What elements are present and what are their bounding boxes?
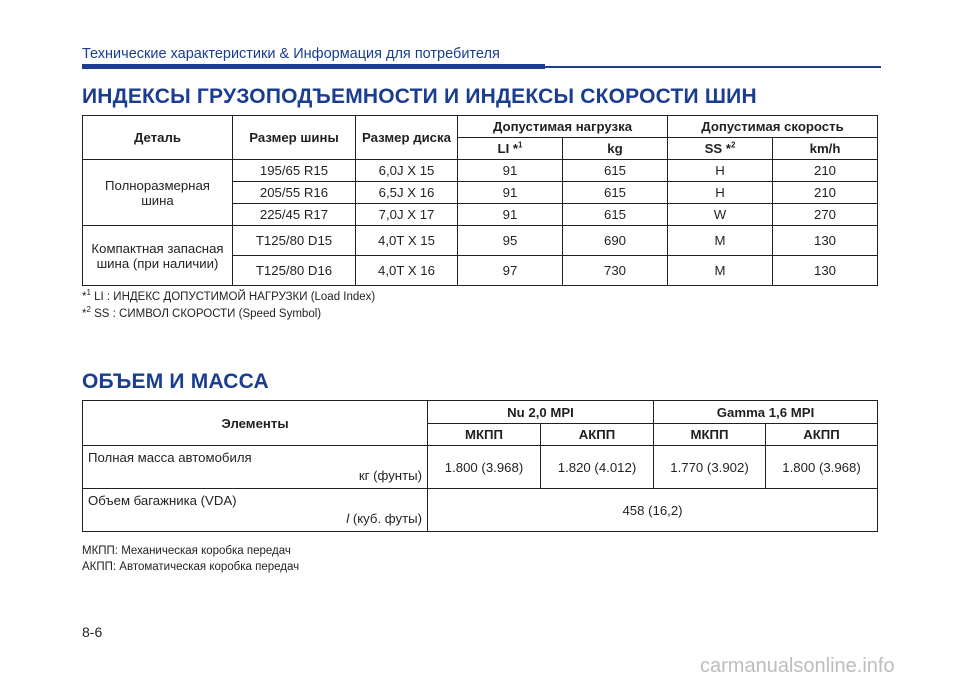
cell-kg: 690: [563, 226, 668, 256]
cell-disc: 7,0J X 17: [356, 204, 458, 226]
footnote-mt: МКПП: Механическая коробка передач: [82, 545, 291, 557]
cell-ss: H: [668, 160, 773, 182]
cell-kmh: 270: [773, 204, 878, 226]
running-header: Технические характеристики & Информация для потребителя: [82, 46, 500, 62]
cell-li: 97: [458, 256, 563, 286]
cell-kg: 730: [563, 256, 668, 286]
col-header-mt: МКПП: [654, 424, 766, 446]
cell-kg: 615: [563, 160, 668, 182]
col-header-at: АКПП: [541, 424, 654, 446]
cell-li: 91: [458, 160, 563, 182]
cell-disc: 6,0J X 15: [356, 160, 458, 182]
cell-kg: 615: [563, 204, 668, 226]
cell-kmh: 210: [773, 160, 878, 182]
page-number: 8-6: [82, 624, 103, 640]
cell-kmh: 210: [773, 182, 878, 204]
cell-ss: M: [668, 256, 773, 286]
cell-value: 1.820 (4.012): [541, 446, 654, 489]
col-header-mt: МКПП: [428, 424, 541, 446]
group-full-size-tire: Полноразмерная шина: [83, 160, 233, 226]
col-header-at: АКПП: [766, 424, 878, 446]
cell-tire: 225/45 R17: [233, 204, 356, 226]
col-header-elements: Элементы: [83, 401, 428, 446]
table-row: [83, 160, 878, 182]
col-header-engine-gamma: Gamma 1,6 MPI: [654, 401, 878, 424]
col-header-part: Деталь: [83, 116, 233, 160]
col-header-tire-size: Размер шины: [233, 116, 356, 160]
tire-index-table: [82, 115, 878, 286]
cell-kmh: 130: [773, 256, 878, 286]
footnote-at: АКПП: Автоматическая коробка передач: [82, 561, 300, 573]
cell-tire: 195/65 R15: [233, 160, 356, 182]
header-rule-thick: [82, 64, 545, 69]
col-header-engine-nu: Nu 2,0 MPI: [428, 401, 654, 424]
cell-disc: 4,0T X 15: [356, 226, 458, 256]
table-row: [83, 226, 878, 256]
section-title-volume-mass: ОБЪЕМ И МАССА: [82, 370, 269, 393]
cell-value: 1.800 (3.968): [766, 446, 878, 489]
volume-mass-table: [82, 400, 878, 532]
cell-ss: M: [668, 226, 773, 256]
cell-ss: H: [668, 182, 773, 204]
watermark: carmanualsonline.info: [700, 655, 895, 677]
col-header-li: LI *$^1$: [458, 138, 563, 160]
cell-tire: 205/55 R16: [233, 182, 356, 204]
table-header-row: [83, 116, 878, 138]
cell-kmh: 130: [773, 226, 878, 256]
col-header-load: Допустимая нагрузка: [458, 116, 668, 138]
col-header-kmh: km/h: [773, 138, 878, 160]
header-rule-thin: [545, 66, 881, 68]
col-header-disc-size: Размер диска: [356, 116, 458, 160]
cell-value: 1.800 (3.968): [428, 446, 541, 489]
col-header-ss: SS *$^2$: [668, 138, 773, 160]
cell-ss: W: [668, 204, 773, 226]
cell-value-merged: 458 (16,2): [428, 489, 878, 532]
cell-disc: 4,0T X 16: [356, 256, 458, 286]
cell-li: 91: [458, 204, 563, 226]
cell-tire: T125/80 D15: [233, 226, 356, 256]
cell-disc: 6,5J X 16: [356, 182, 458, 204]
table-row: [83, 489, 878, 532]
row-label-luggage-volume: Объем багажника (VDA) l (куб. футы): [83, 489, 428, 532]
cell-value: 1.770 (3.902): [654, 446, 766, 489]
table-row: [83, 446, 878, 489]
col-header-kg: kg: [563, 138, 668, 160]
col-header-speed: Допустимая скорость: [668, 116, 878, 138]
footnote-ss: *$^2$ SS : СИМВОЛ СКОРОСТИ (Speed Symbol): [82, 305, 322, 320]
cell-kg: 615: [563, 182, 668, 204]
section-title-tires: ИНДЕКСЫ ГРУЗОПОДЪЕМНОСТИ И ИНДЕКСЫ СКОРОСТИ ШИН: [82, 85, 757, 108]
group-compact-spare-tire: Компактная запасная шина (при наличии): [83, 226, 233, 286]
row-label-gross-weight: Полная масса автомобиля кг (фунты): [83, 446, 428, 489]
cell-li: 91: [458, 182, 563, 204]
cell-tire: T125/80 D16: [233, 256, 356, 286]
cell-li: 95: [458, 226, 563, 256]
footnote-li: *$^1$ LI : ИНДЕКС ДОПУСТИМОЙ НАГРУЗКИ (Load Index): [82, 288, 376, 303]
table-header-row: [83, 401, 878, 424]
